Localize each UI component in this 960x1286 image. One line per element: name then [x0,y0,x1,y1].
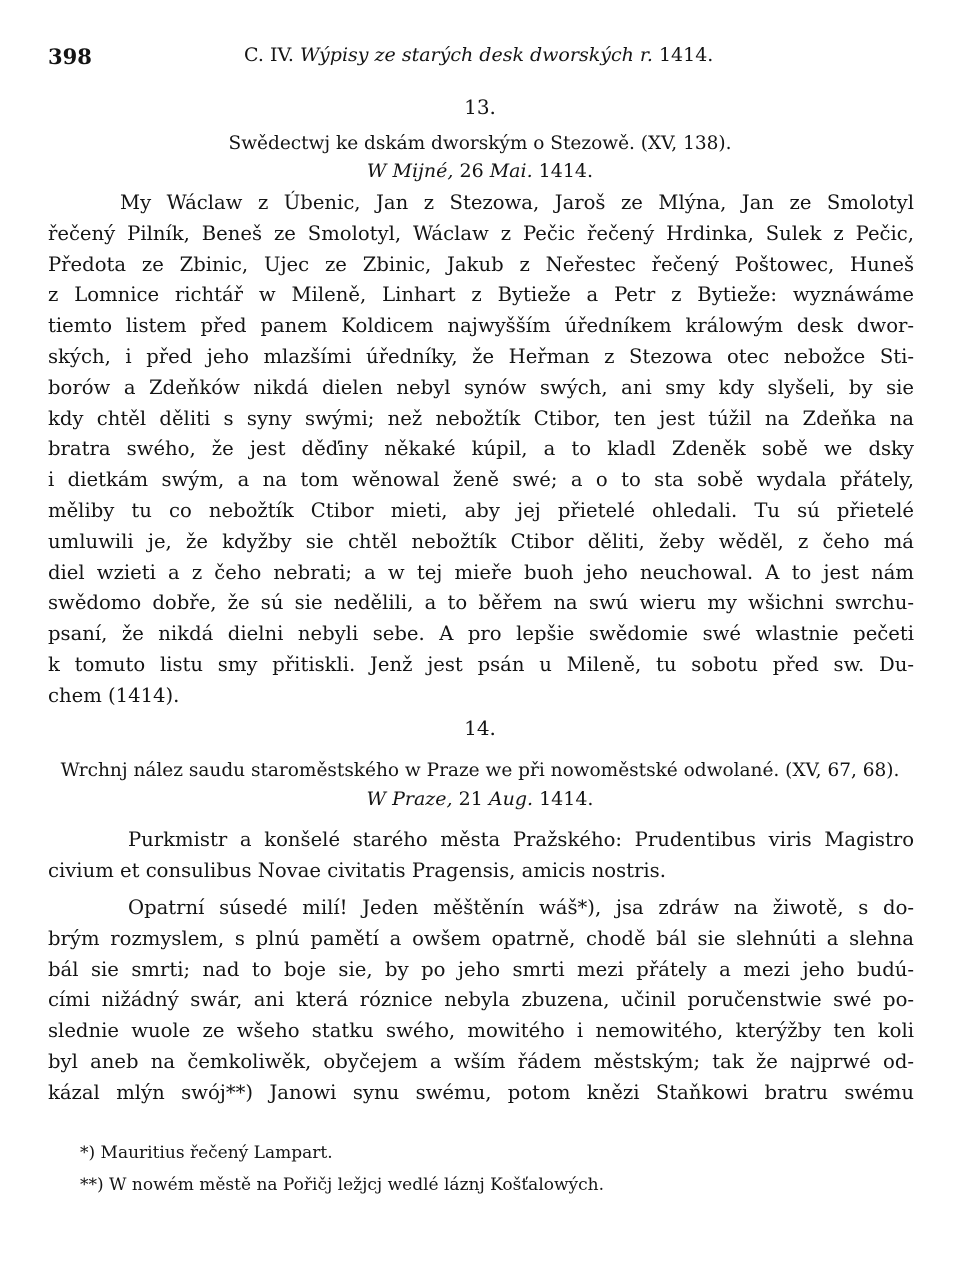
text-line: byl aneb na čemkoliwěk, obyčejem a wším řádem městským; tak že najprwé od- [48,1049,914,1073]
text-line: měliby tu co nebožtík Ctibor mieti, aby jej přietelé ohledali. Tu sú přietelé [48,498,914,522]
text-line: umluwili je, že kdyžby sie chtěl nebožtík Ctibor děliti, žeby wěděl, z čeho má [48,529,914,553]
text-line: řečený Pilník, Beneš ze Smolotyl, Wáclaw z Pečic řečený Hrdinka, Sulek z Pečic, [48,221,914,245]
dateline-month: Mai. [489,160,533,182]
page-header [48,44,912,76]
section-14-paragraph-2 [48,893,914,1109]
text-line: tiemto listem před panem Koldicem najwyšším úředníkem králowým desk dwor- [48,314,914,338]
text-line: Opatrní súsedé milí! Jeden měštěnín wáš*), jsa zdráw na žiwotě, s do- [128,896,914,919]
footnotes [80,1137,880,1201]
text-line: z Lomnice richtář w Mileně, Linhart z Bytieže a Petr z Bytieže: wyznáwáme [48,283,914,307]
text-line: Purkmistr a konšelé starého města Pražského: Prudentibus viris Magistro [128,828,914,851]
text-line: i dietkám swým, a na tom wěnowal ženě swé; a o to sta sobě wydala přátely, [48,468,914,492]
text-line: bál sie smrti; nad to boje sie, by po jeho smrti mezi přátely a mezi jeho budú- [48,957,914,981]
footnote-text: Mauritius řečený Lampart. [100,1143,333,1163]
text-line: bratra swého, že jest děďiny někaké kúpil, a to kladl Zdeněk sobě we dsky [48,437,914,461]
text-line: brým rozmyslem, s plnú pamětí a owšem opatrně, chodě bál sie slehnúti a slehna [48,926,914,950]
dateline-year: 1414. [539,788,594,810]
running-title-prefix: C. IV. [244,44,294,66]
text-line: ských, i před jeho mlazšími úředníky, že Heřman z Stezowa otec nebožce Sti- [48,344,914,368]
text-line: slednie wuole ze wšeho statku swého, mowitého i nemowitého, kterýžby ten koli [48,1019,914,1043]
text-line: swědomo dobře, že sú sie nedělili, a to běřem na swú wieru my wšichni swrchu- [48,591,914,615]
section-13-paragraph [48,188,914,712]
text-line: cími nižádný swár, ani která róznice nebyla zbuzena, učinil poručenstwie swé po- [48,988,914,1012]
footnote-mark: *) [80,1143,96,1163]
dateline-day: 26 [459,160,484,182]
dateline-place: W Praze, [366,788,453,810]
text-line: civium et consulibus Novae civitatis Pragensis, amicis nostris. [48,858,666,882]
text-line: kázal mlýn swój**) Janowi synu swému, potom knězi Staňkowi bratru swému [48,1080,914,1104]
text-line: My Wáclaw z Úbenic, Jan z Stezowa, Jaroš ze Mlýna, Jan ze Smolotyl [120,191,914,214]
footnote [80,1169,880,1201]
running-title [244,44,713,66]
text-line: kdy chtěl děliti s syny swými; než nebožtík Ctibor, ten jest túžil na Zdeňka na [48,406,914,430]
page-number: 398 [48,44,92,69]
section-dateline [0,160,960,182]
section-14-paragraph-1 [48,825,914,887]
text-line: chem (1414). [48,683,180,707]
footnote-mark: **) [80,1175,104,1195]
footnote-text: W nowém městě na Pořičj ležjcj wedlé láznj Košťalowých. [109,1175,605,1195]
text-line: borów a Zdeňków nikdá dielen nebyl synów swých, ani smy kdy slyšeli, by sie [48,375,914,399]
text-line: k tomuto listu smy přitiskli. Jenž jest psán u Mileně, tu sobotu před sw. Du- [48,652,914,676]
text-line: diel wzieti a z čeho nebrati; a w tej mieře buoh jeho neuchowal. A to jest nám [48,560,914,584]
section-title: Swědectwj ke dskám dworským o Stezowě. (XV, 138). [228,133,732,154]
dateline-day: 21 [458,788,483,810]
running-title-italic: Wýpisy ze starých desk dworských r. [299,44,653,66]
dateline-year: 1414. [538,160,594,182]
running-title-year: 1414. [658,44,714,66]
section-dateline [0,788,960,810]
section-title: Wrchnj nález saudu staroměstského w Praze we při nowoměstské odwolané. (XV, 67, 68). [60,760,900,781]
text-line: psaní, že nikdá dielni nebyli sebe. A pro lepšie swědomie swé wlastnie pečeti [48,622,914,646]
section-number: 14. [464,716,496,740]
text-line: Předota ze Zbinic, Ujec ze Zbinic, Jakub z Neřestec řečený Poštowec, Huneš [48,252,914,276]
dateline-month: Aug. [488,788,534,810]
section-number: 13. [464,95,496,119]
footnote [80,1137,880,1169]
dateline-place: W Mijné, [366,160,454,182]
